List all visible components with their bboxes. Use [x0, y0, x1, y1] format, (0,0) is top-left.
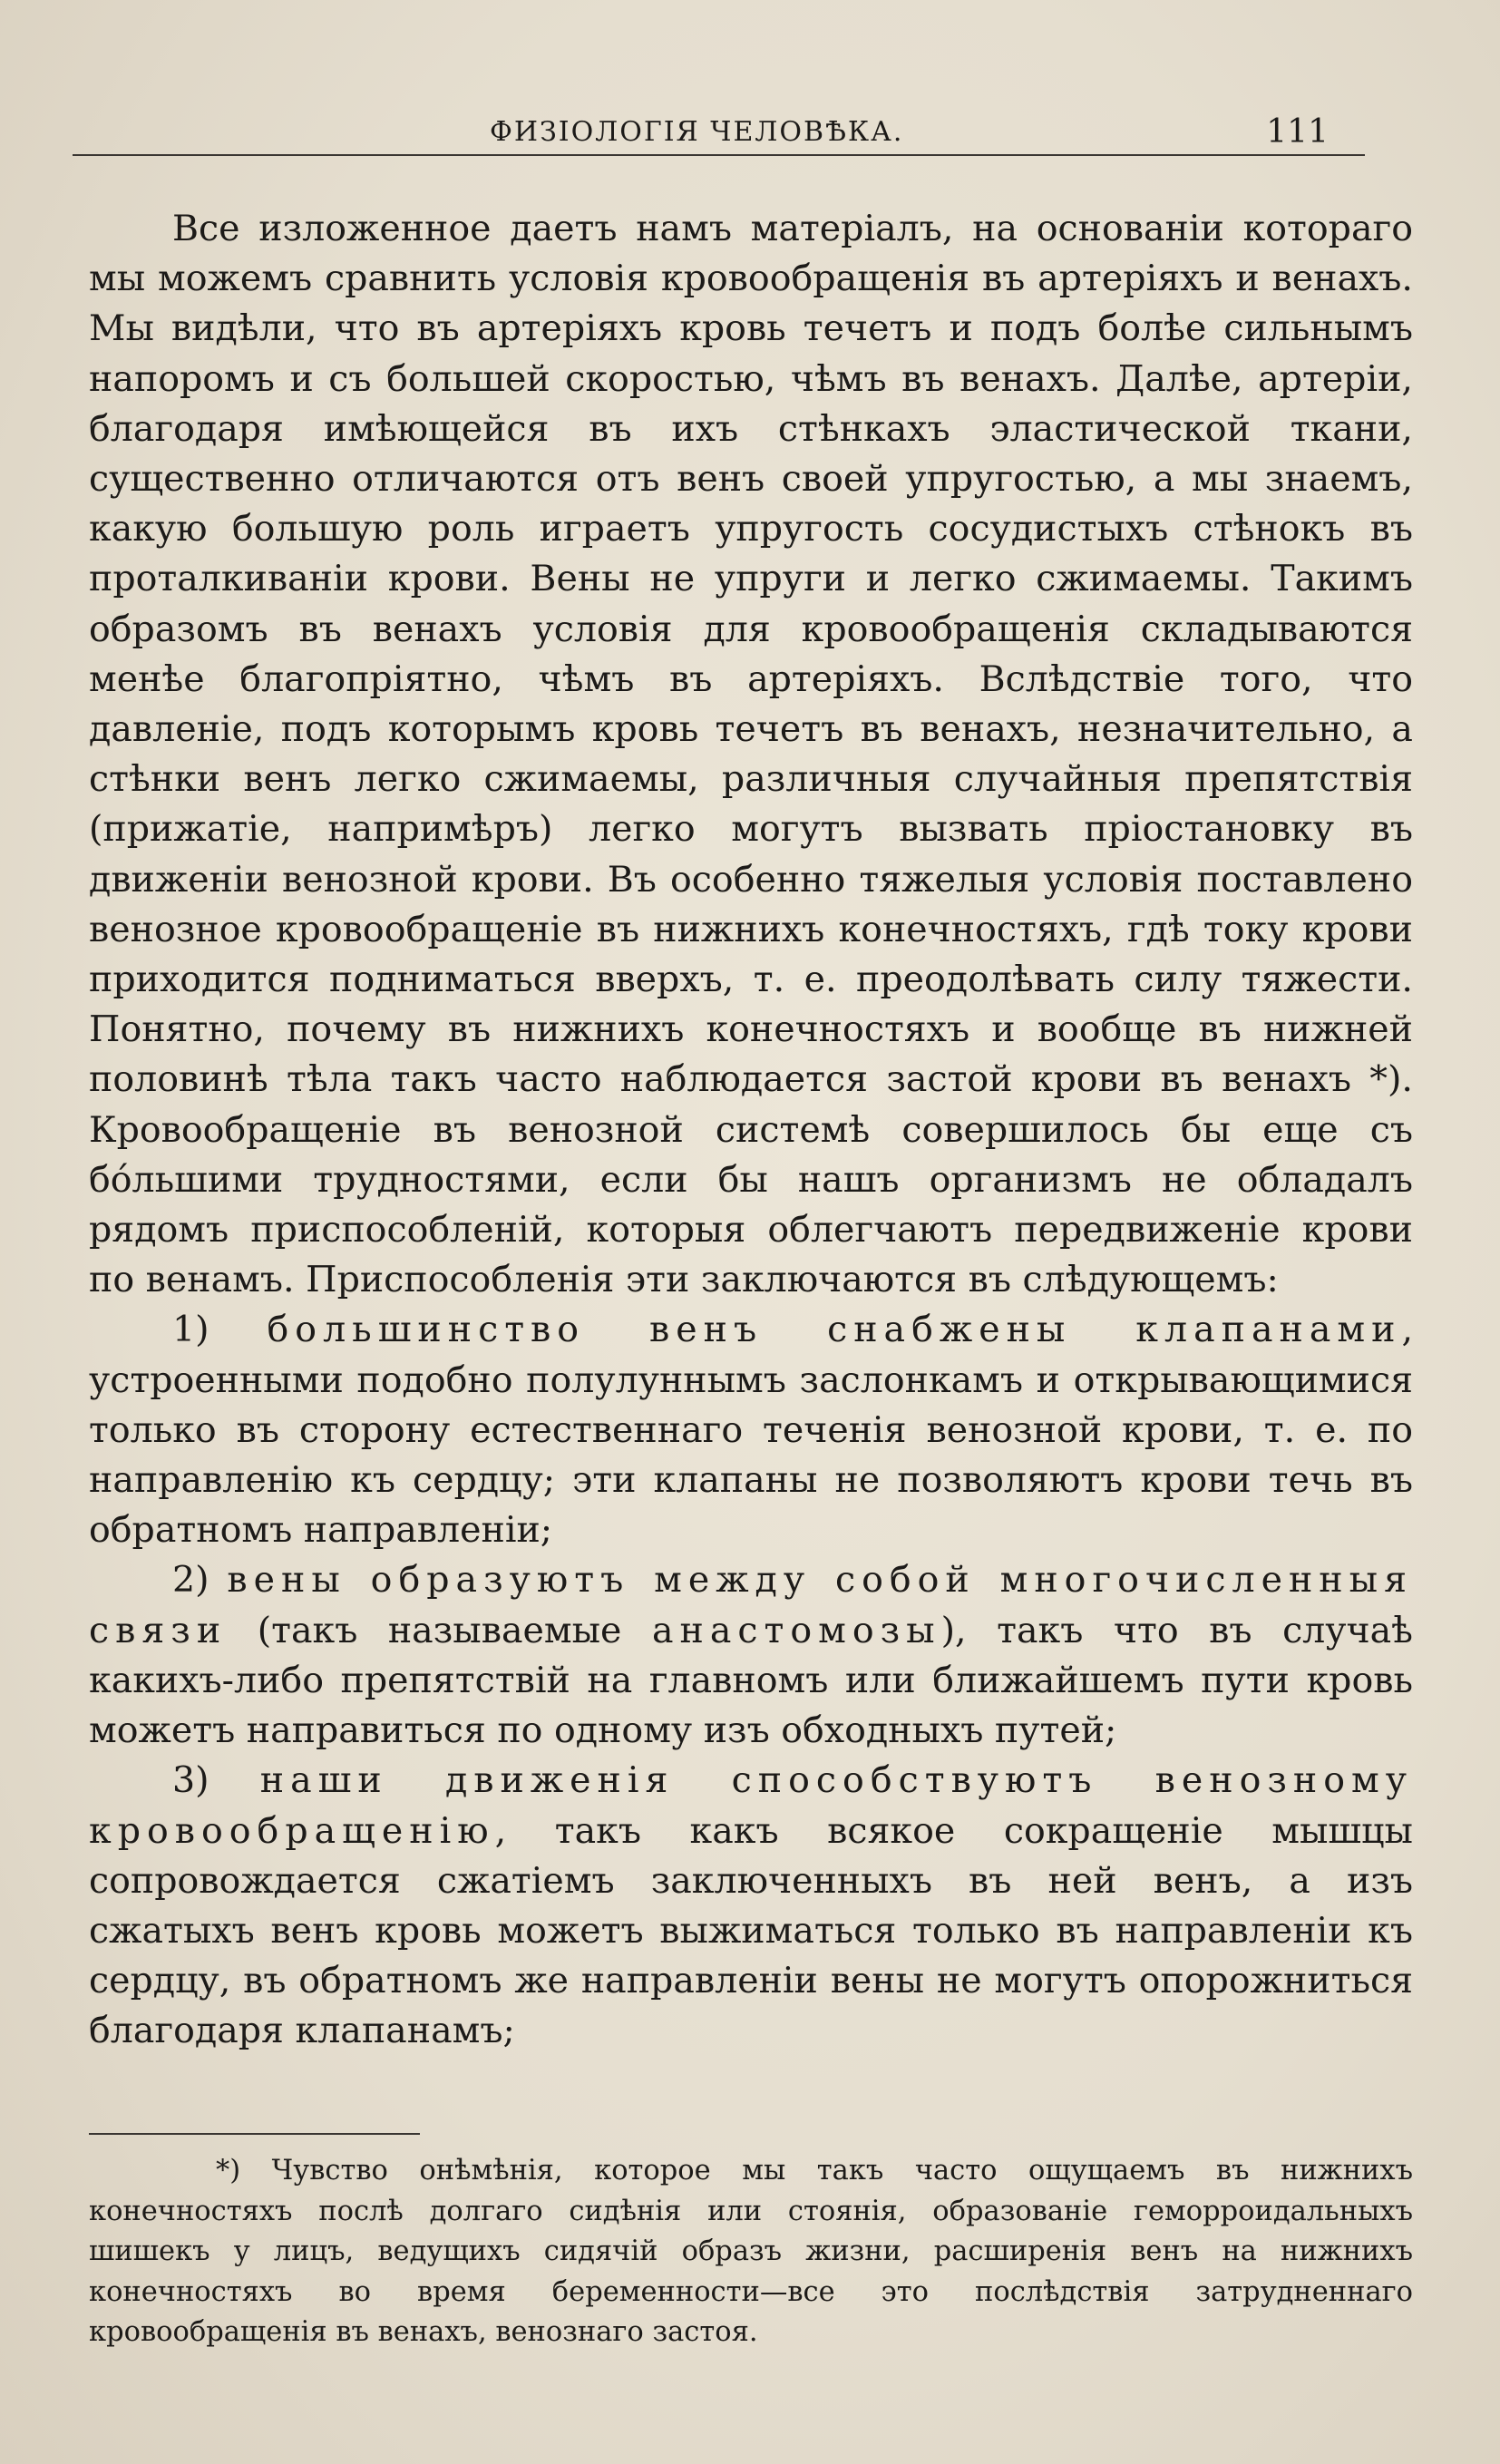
- footnote: [89, 2151, 1413, 2353]
- item-2-number: 2): [172, 1559, 209, 1602]
- item-1-number: 1): [172, 1309, 209, 1351]
- item-3-number: 3): [172, 1759, 209, 1802]
- page-number: 111: [1266, 113, 1329, 151]
- footnote-rule: [89, 2133, 420, 2135]
- footnote-marker: *): [216, 2155, 241, 2186]
- running-title: ФИЗІОЛОГІЯ ЧЕЛОВѢКА.: [490, 116, 904, 148]
- item-3-text: , такъ какъ всякое сокращеніе мышцы сопровождается сжатіемъ заключенныхъ въ ней венъ, а изъ сжатыхъ венъ кровь можетъ выжиматься только въ направленіи къ сердцу, въ обратномъ же направленіи вены не могутъ опорожниться благодаря клапанамъ;: [89, 1809, 1413, 2052]
- body-text: [89, 204, 1413, 2057]
- list-item-1: [89, 1305, 1413, 1555]
- item-2-text-before-term: (такъ называемые: [227, 1609, 652, 1651]
- intro-paragraph: Все изложенное даетъ намъ матеріалъ, на основаніи котораго мы можемъ сравнить условія кровообращенія въ артеріяхъ и венахъ. Мы видѣли, что въ артеріяхъ кровь течетъ и подъ болѣе сильнымъ напоромъ и съ большей скоростью, чѣмъ въ венахъ. Далѣе, артеріи, благодаря имѣющейся въ ихъ стѣнкахъ эластической ткани, существенно отличаются отъ венъ своей упругостью, а мы знаемъ, какую большую роль играетъ упругость сосудистыхъ стѣнокъ въ проталкиваніи крови. Вены не упруги и легко сжимаемы. Такимъ образомъ въ венахъ условія для кровообращенія складываются менѣе благопріятно, чѣмъ въ артеріяхъ. Вслѣдствіе того, что давленіе, подъ которымъ кровь течетъ въ венахъ, незначительно, а стѣнки венъ легко сжимаемы, различныя случайныя препятствія (прижатіе, напримѣръ) легко могутъ вызвать пріостановку въ движеніи венозной крови. Въ особенно тяжелыя условія поставлено венозное кровообращеніе въ нижнихъ конечностяхъ, гдѣ току крови приходится подниматься вверхъ, т. е. преодолѣвать силу тяжести. Понятно, почему въ нижнихъ конечностяхъ и вообще въ нижней половинѣ тѣла такъ часто наблюдается застой крови въ венахъ *). Кровообращеніе въ венозной системѣ совершилось бы еще съ бóльшими трудностями, если бы нашъ организмъ не обладалъ рядомъ приспособленій, которыя облегчаютъ передвиженіе крови по венамъ. Приспособленія эти заключаются въ слѣдующемъ:: [89, 208, 1413, 1301]
- item-2-text: ), такъ что въ случаѣ какихъ-либо препятствій на главномъ или ближайшемъ пути кровь можетъ направиться по одному изъ обходныхъ путей;: [89, 1609, 1414, 1752]
- item-3-emphasis: наши движенія способствуютъ венозному кровообращенію: [89, 1759, 1413, 1852]
- item-2-term: анастомозы: [651, 1609, 941, 1651]
- list-item-2: [89, 1555, 1413, 1756]
- item-2-emphasis: вены образуютъ между собой многочисленныя связи: [89, 1559, 1413, 1651]
- list-item-3: [89, 1756, 1413, 2056]
- footnote-text: Чувство онѣмѣнія, которое мы такъ часто ощущаемъ въ нижнихъ конечностяхъ послѣ долгаго сидѣнія или стоянія, образованіе геморроидальныхъ шишекъ у лицъ, ведущихъ сидячій образъ жизни, расширенія венъ на нижнихъ конечностяхъ во время беременности—все это послѣдствія затрудненнаго кровообращенія въ венахъ, венознаго застоя.: [89, 2155, 1413, 2348]
- running-head: [73, 107, 1365, 158]
- item-1-emphasis: большинство венъ снабжены клапанами: [267, 1309, 1402, 1351]
- header-rule: [73, 154, 1365, 156]
- item-1-text: , устроенными подобно полулуннымъ заслонкамъ и открывающимися только въ сторону естественнаго теченія венозной крови, т. е. по направленію къ сердцу; эти клапаны не позволяютъ крови течь въ обратномъ направленіи;: [89, 1309, 1413, 1552]
